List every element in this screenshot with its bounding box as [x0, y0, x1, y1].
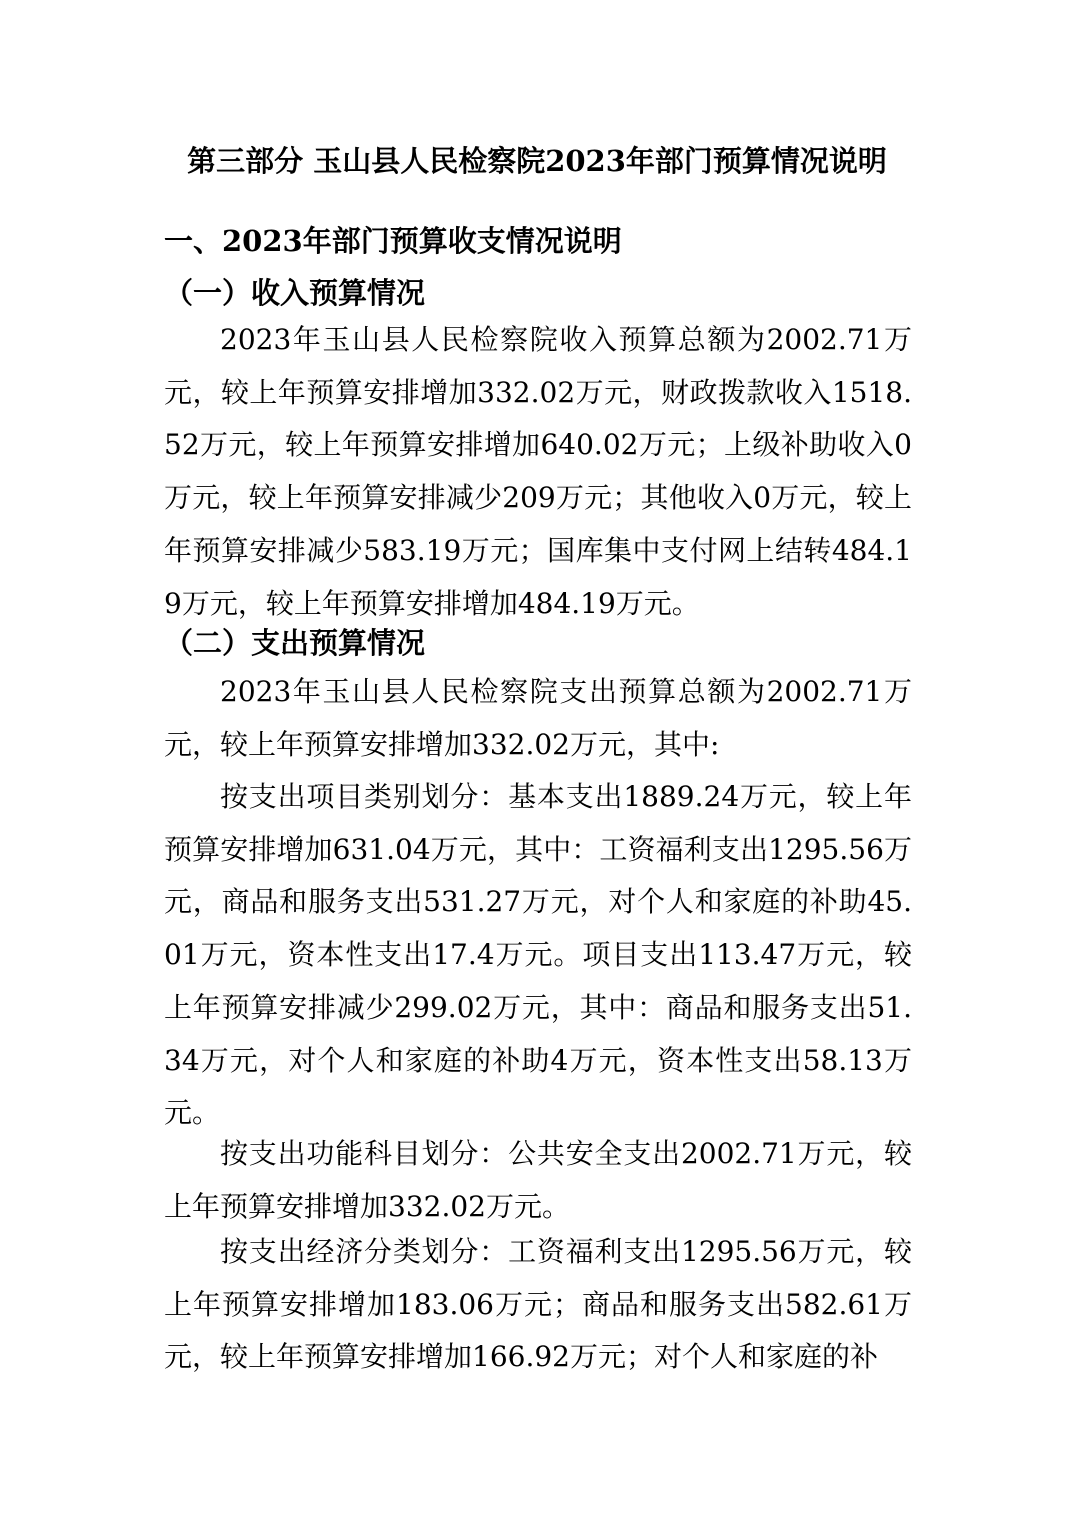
income-budget-paragraph: 2023年玉山县人民检察院收入预算总额为2002.71万元，较上年预算安排增加332.02万元，财政拨款收入1518.52万元，较上年预算安排增加640.02万元；上级补助收入0万元，较上年预算安排减少209万元；其他收入0万元，较上年预算安排减少583.19万元；国库集中支付网上结转484.19万元，较上年预算安排增加484.19万元。 [164, 323, 912, 620]
subheading-income-budget: （一）收入预算情况 [164, 276, 426, 310]
subheading-expenditure-budget: （二）支出预算情况 [164, 626, 426, 660]
expenditure-by-function-paragraph: 按支出功能科目划分：公共安全支出2002.71万元，较上年预算安排增加332.02万元。 [164, 1137, 912, 1223]
expenditure-by-economic-class-paragraph: 按支出经济分类划分：工资福利支出1295.56万元，较上年预算安排增加183.06万元；商品和服务支出582.61万元，较上年预算安排增加166.92万元；对个人和家庭的补 [164, 1235, 912, 1374]
section-heading-budget-overview: 一、2023年部门预算收支情况说明 [164, 224, 622, 258]
expenditure-by-project-paragraph: 按支出项目类别划分：基本支出1889.24万元，较上年预算安排增加631.04万元，其中：工资福利支出1295.56万元，商品和服务支出531.27万元，对个人和家庭的补助45.01万元，资本性支出17.4万元。项目支出113.47万元，较上年预算安排减少299.02万元，其中：商品和服务支出51.34万元，对个人和家庭的补助4万元，资本性支出58.13万元。 [164, 780, 912, 1130]
expenditure-total-paragraph: 2023年玉山县人民检察院支出预算总额为2002.71万元，较上年预算安排增加332.02万元，其中: [164, 675, 912, 761]
document-title: 第三部分 玉山县人民检察院2023年部门预算情况说明 [187, 144, 887, 178]
